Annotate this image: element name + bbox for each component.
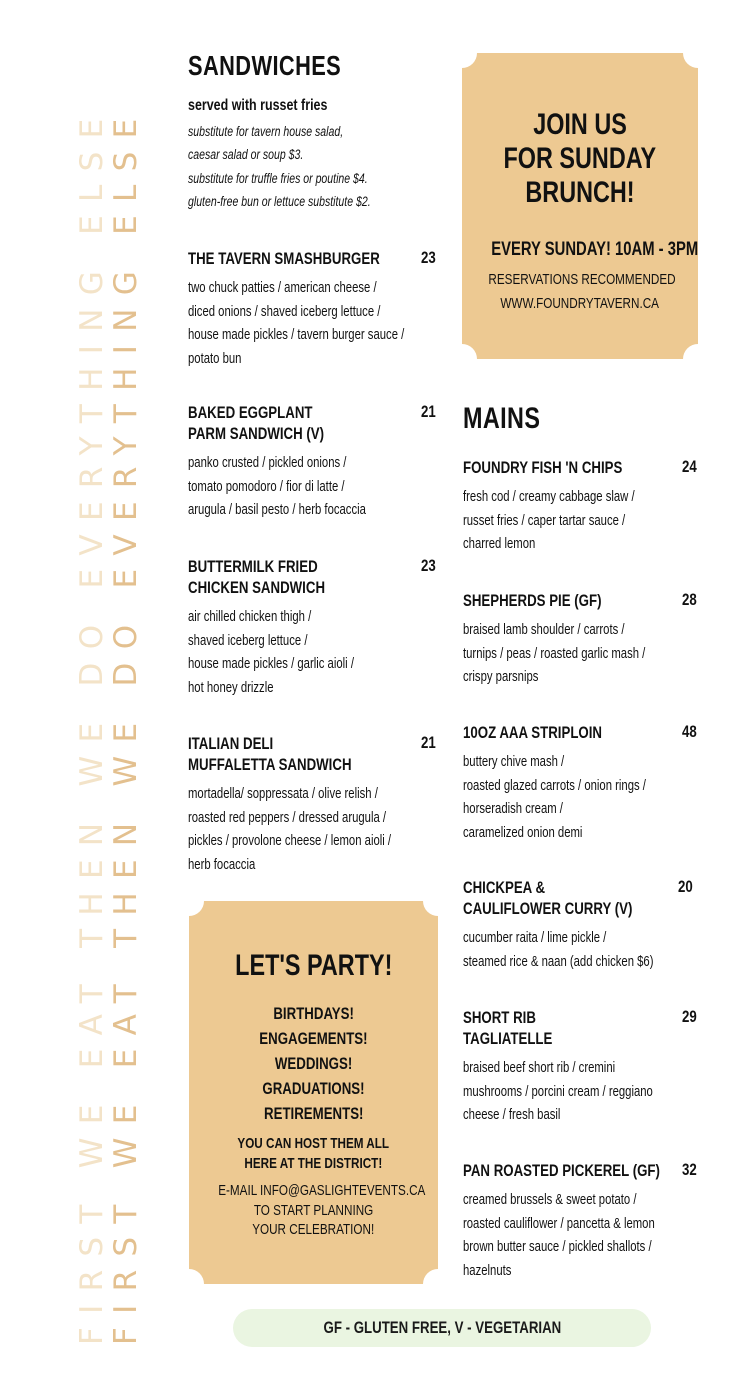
- vertical-slogan-light: FIRST WE EAT THEN WE DO EVERYTHING ELSE: [74, 105, 110, 1345]
- menu-item-muffaletta: [188, 733, 438, 877]
- item-price: 20: [678, 877, 693, 896]
- item-desc-line: steamed rice & naan (add chicken $6): [463, 953, 654, 970]
- item-name: PARM SANDWICH (V): [188, 424, 325, 443]
- item-desc-line: pickles / provolone cheese / lemon aioli /: [188, 833, 392, 849]
- item-name: BAKED EGGPLANT: [188, 403, 313, 422]
- party-host-text: YOU CAN HOST THEM ALL HERE AT THE DISTRICT!: [237, 1135, 390, 1172]
- item-desc-line: crispy parsnips: [463, 669, 539, 685]
- item-desc-line: arugula / basil pesto / herb focaccia: [188, 502, 366, 518]
- brunch-hours: EVERY SUNDAY! 10AM - 3PM: [491, 239, 699, 260]
- party-heading: LET'S PARTY!: [234, 949, 393, 982]
- menu-item-eggplant-parm: [188, 402, 438, 523]
- item-desc-line: tomato pomodoro / fior di latte /: [188, 478, 345, 495]
- menu-item-fried-chicken: [188, 556, 438, 700]
- item-name: THE TAVERN SMASHBURGER: [188, 249, 380, 268]
- item-desc-line: charred lemon: [463, 536, 536, 552]
- sandwiches-title: SANDWICHES: [188, 50, 342, 81]
- item-price: 21: [421, 402, 436, 421]
- party-contact-text: E-MAIL INFO@GASLIGHTEVENTS.CA TO START PLANNING YOUR CELEBRATION!: [218, 1182, 426, 1238]
- item-desc-line: mortadella/ soppressata / olive relish /: [188, 786, 378, 802]
- item-desc-line: hazelnuts: [463, 1262, 512, 1279]
- item-desc-line: herb focaccia: [188, 856, 256, 873]
- item-desc-line: cucumber raita / lime pickle /: [463, 930, 607, 946]
- item-name: SHORT RIB: [463, 1008, 536, 1027]
- item-desc-line: roasted cauliflower / pancetta & lemon: [463, 1215, 655, 1232]
- item-name: TAGLIATELLE: [463, 1029, 553, 1048]
- brunch-reservations: RESERVATIONS RECOMMENDED: [488, 271, 676, 288]
- item-desc-line: cheese / fresh basil: [463, 1107, 561, 1123]
- item-desc-line: diced onions / shaved iceberg lettuce /: [188, 303, 381, 320]
- brunch-promo-card: [462, 53, 698, 359]
- brunch-website: WWW.FOUNDRYTAVERN.CA: [500, 295, 660, 312]
- item-price: 23: [421, 556, 436, 575]
- item-desc-line: panko crusted / pickled onions /: [188, 455, 347, 471]
- item-desc-line: russet fries / caper tartar sauce /: [463, 512, 626, 529]
- item-desc-line: air chilled chicken thigh /: [188, 609, 312, 625]
- dietary-legend: GF - GLUTEN FREE, V - VEGETARIAN: [233, 1309, 651, 1347]
- item-desc-line: mushrooms / porcini cream / reggiano: [463, 1083, 653, 1100]
- item-price: 32: [682, 1160, 697, 1179]
- item-desc-line: braised beef short rib / cremini: [463, 1060, 616, 1076]
- vertical-slogan-dark: FIRST WE EAT THEN WE DO EVERYTHING ELSE: [108, 105, 144, 1345]
- item-price: 23: [421, 248, 436, 267]
- menu-item-chickpea-curry: [463, 877, 698, 974]
- item-name: MUFFALETTA SANDWICH: [188, 755, 352, 774]
- brunch-heading: JOIN US FOR SUNDAY BRUNCH!: [503, 108, 657, 209]
- item-desc-line: creamed brussels & sweet potato /: [463, 1192, 637, 1208]
- menu-item-pickerel: [463, 1160, 698, 1283]
- item-desc-line: buttery chive mash /: [463, 754, 565, 770]
- menu-item-striploin: [463, 722, 698, 845]
- item-desc-line: brown butter sauce / pickled shallots /: [463, 1239, 652, 1255]
- item-desc-line: potato bun: [188, 350, 242, 367]
- item-desc-line: roasted glazed carrots / onion rings /: [463, 777, 646, 794]
- item-desc-line: braised lamb shoulder / carrots /: [463, 622, 625, 638]
- item-name: CHICKEN SANDWICH: [188, 578, 326, 597]
- item-name: FOUNDRY FISH 'N CHIPS: [463, 458, 623, 477]
- sandwiches-notes: substitute for tavern house salad, caesar salad or soup $3. substitute for truffle fries or poutine $4. gluten-free bun or lettuce substitute $2.: [188, 124, 371, 209]
- menu-item-shepherds-pie: [463, 590, 698, 690]
- item-price: 29: [682, 1007, 697, 1026]
- mains-title: MAINS: [463, 402, 541, 435]
- item-desc-line: hot honey drizzle: [188, 679, 274, 696]
- sandwiches-subtitle: served with russet fries: [188, 97, 328, 114]
- menu-item-smashburger: [188, 248, 438, 371]
- item-desc-line: caramelized onion demi: [463, 824, 583, 841]
- item-desc-line: horseradish cream /: [463, 801, 563, 817]
- item-price: 21: [421, 733, 436, 752]
- item-price: 48: [682, 722, 697, 741]
- menu-item-short-rib: [463, 1007, 698, 1128]
- party-promo-card: [189, 901, 438, 1284]
- item-name: BUTTERMILK FRIED: [188, 557, 318, 576]
- item-price: 28: [682, 590, 697, 609]
- item-name: 10OZ AAA STRIPLOIN: [463, 723, 602, 742]
- item-desc-line: turnips / peas / roasted garlic mash /: [463, 645, 646, 662]
- item-desc-line: fresh cod / creamy cabbage slaw /: [463, 489, 635, 505]
- item-desc-line: roasted red peppers / dressed arugula /: [188, 809, 387, 826]
- party-events: BIRTHDAYS! ENGAGEMENTS! WEDDINGS! GRADUATIONS! RETIREMENTS!: [259, 1004, 368, 1123]
- menu-item-fish-chips: [463, 457, 698, 557]
- item-name: CHICKPEA &: [463, 878, 546, 897]
- item-name: ITALIAN DELI: [188, 734, 274, 753]
- item-desc-line: house made pickles / garlic aioli /: [188, 656, 354, 672]
- item-desc-line: two chuck patties / american cheese /: [188, 280, 377, 296]
- item-name: SHEPHERDS PIE (GF): [463, 591, 602, 610]
- item-desc-line: house made pickles / tavern burger sauce /: [188, 327, 405, 343]
- item-price: 24: [682, 457, 697, 476]
- item-desc-line: shaved iceberg lettuce /: [188, 632, 308, 649]
- item-name: CAULIFLOWER CURRY (V): [463, 899, 633, 918]
- item-name: PAN ROASTED PICKEREL (GF): [463, 1161, 660, 1180]
